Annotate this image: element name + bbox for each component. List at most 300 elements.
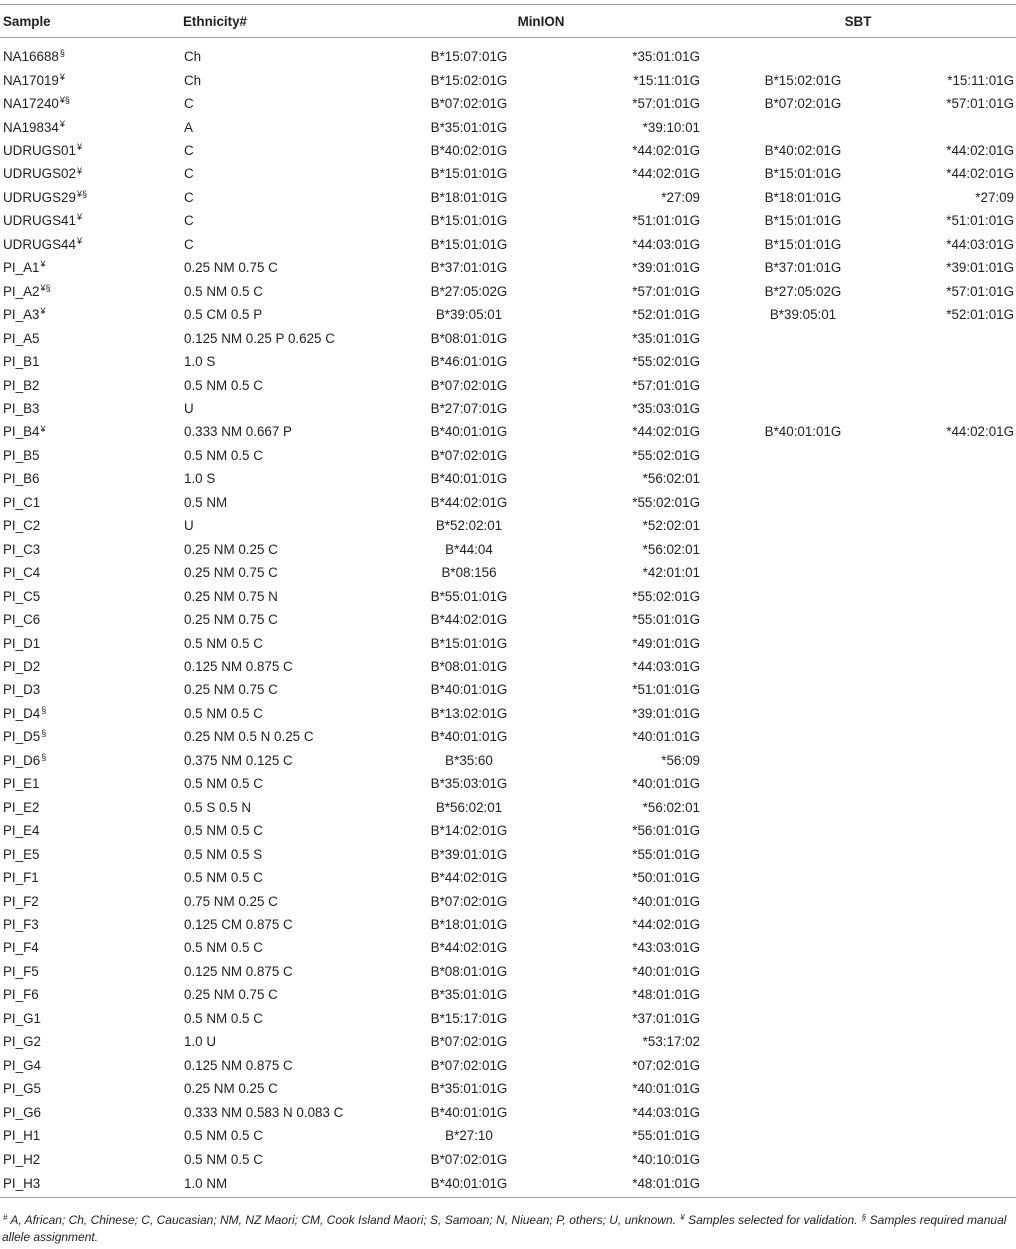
table-row (0, 280, 1016, 303)
sample-cell (0, 749, 180, 772)
minion-allele-2-cell: *40:01:01G (632, 1081, 700, 1097)
sample-id: PI_E5 (3, 846, 40, 862)
minion-allele-1-cell: B*44:02:01G (430, 940, 508, 956)
sbt-allele-2-cell (858, 655, 1016, 678)
sbt-allele-2-cell (858, 38, 1016, 69)
ethnicity-cell: 0.25 NM 0.75 N (184, 588, 278, 604)
sbt-allele-1-cell (700, 796, 858, 819)
sample-cell (0, 1053, 180, 1076)
sample-id: PI_C1 (3, 494, 41, 510)
sample-id: PI_E2 (3, 799, 40, 815)
sbt-allele-2-cell (858, 702, 1016, 725)
ethnicity-cell: 0.5 NM 0.5 C (184, 940, 263, 956)
sample-cell (0, 1030, 180, 1053)
table-body (0, 38, 1016, 1198)
minion-allele-1-cell: B*55:01:01G (430, 588, 508, 604)
sample-cell (0, 444, 180, 467)
sbt-allele-1-cell (700, 1147, 858, 1170)
minion-allele-2-cell: *44:02:01G (632, 916, 700, 932)
table-row (0, 256, 1016, 279)
minion-allele-2-cell: *52:01:01G (632, 307, 700, 323)
header-sample: Sample (0, 5, 180, 38)
table-header-row (0, 5, 1016, 38)
minion-allele-1-cell: B*35:01:01G (430, 1081, 508, 1097)
sbt-allele-2-cell (858, 1030, 1016, 1053)
sbt-allele-1-cell: B*15:01:01G (764, 166, 842, 182)
ethnicity-cell: 0.375 NM 0.125 C (184, 752, 293, 768)
minion-allele-1-cell: B*27:05:02G (430, 283, 508, 299)
sbt-allele-2-cell (858, 350, 1016, 373)
table-row (0, 538, 1016, 561)
table-row (0, 397, 1016, 420)
sample-id: PI_A3 (3, 307, 40, 323)
minion-allele-1-cell: B*44:02:01G (430, 612, 508, 628)
sample-id: PI_G4 (3, 1057, 41, 1073)
sample-cell (0, 936, 180, 959)
sample-id: PI_C2 (3, 518, 41, 534)
sample-cell (0, 92, 180, 115)
sbt-allele-2-cell (858, 772, 1016, 795)
sbt-allele-2-cell (858, 491, 1016, 514)
minion-allele-2-cell: *39:01:01G (632, 260, 700, 276)
sample-cell (0, 1124, 180, 1147)
ethnicity-cell: 0.5 NM 0.5 C (184, 776, 263, 792)
sample-cell (0, 842, 180, 865)
table-row (0, 139, 1016, 162)
sample-id: PI_D5 (3, 729, 41, 745)
sample-footnote-mark: ¥§ (59, 95, 70, 106)
minion-allele-2-cell: *56:01:01G (632, 823, 700, 839)
sample-cell (0, 115, 180, 138)
sample-cell (0, 1100, 180, 1123)
minion-allele-2-cell: *56:02:01 (642, 471, 700, 487)
sbt-allele-1-cell (700, 467, 858, 490)
sbt-allele-1-cell: B*15:02:01G (764, 72, 842, 88)
sample-cell (0, 889, 180, 912)
minion-allele-2-cell: *15:11:01G (633, 72, 700, 88)
sbt-allele-1-cell (700, 1124, 858, 1147)
sbt-allele-2-cell (858, 866, 1016, 889)
minion-allele-1-cell: B*15:17:01G (430, 1010, 508, 1026)
header-minion: MinION (382, 5, 700, 38)
sample-cell (0, 139, 180, 162)
sbt-allele-2-cell (858, 983, 1016, 1006)
sample-id: NA16688 (3, 49, 59, 65)
footnote-hash-mark: # (3, 1212, 8, 1222)
ethnicity-cell: 0.125 NM 0.875 C (184, 1057, 293, 1073)
sbt-allele-1-cell (700, 842, 858, 865)
sbt-allele-2-cell (858, 936, 1016, 959)
ethnicity-cell: 1.0 NM (180, 1171, 382, 1198)
sbt-allele-1-cell (700, 1053, 858, 1076)
table-row (0, 444, 1016, 467)
ethnicity-cell: 0.75 NM 0.25 C (184, 893, 278, 909)
sample-cell (0, 350, 180, 373)
table-row (0, 1147, 1016, 1170)
sbt-allele-1-cell (700, 491, 858, 514)
ethnicity-cell: 0.25 NM 0.75 C (184, 565, 278, 581)
sbt-allele-2-cell (858, 608, 1016, 631)
ethnicity-cell: A (184, 119, 193, 135)
sample-cell (0, 608, 180, 631)
minion-allele-2-cell: *55:02:01G (632, 447, 700, 463)
minion-allele-1-cell: B*27:07:01G (430, 401, 508, 417)
sbt-allele-1-cell (700, 514, 858, 537)
minion-allele-1-cell: B*40:01:01G (430, 424, 508, 440)
ethnicity-cell: 0.25 NM 0.75 C (184, 987, 278, 1003)
sbt-allele-2-cell (858, 326, 1016, 349)
table-row (0, 749, 1016, 772)
sample-id: PI_C5 (3, 588, 41, 604)
sample-id: PI_D2 (3, 659, 41, 674)
sample-cell (0, 913, 180, 936)
sbt-allele-2-cell: *39:01:01G (946, 260, 1015, 276)
sample-cell (0, 373, 180, 396)
sample-id: PI_F1 (3, 870, 39, 886)
sbt-allele-1-cell: B*37:01:01G (764, 260, 842, 276)
sample-id: PI_F3 (3, 916, 39, 932)
minion-allele-1-cell: B*37:01:01G (430, 260, 508, 276)
sample-footnote-mark: ¥ (76, 142, 82, 153)
minion-allele-2-cell: *57:01:01G (632, 96, 700, 112)
sample-id: PI_B2 (3, 377, 40, 393)
sbt-allele-2-cell (858, 538, 1016, 561)
sbt-allele-1-cell (700, 749, 858, 772)
ethnicity-cell: 0.333 NM 0.667 P (184, 424, 292, 440)
sample-id: PI_A1 (3, 260, 40, 276)
table-row (0, 1100, 1016, 1123)
sbt-allele-1-cell (700, 444, 858, 467)
footnote-ethnicity-key: A, African; Ch, Chinese; C, Caucasian; NM, NZ Maori; CM, Cook Island Maori; S, Samoan; N, Niuean; P, others; U, unknown. (10, 1213, 676, 1227)
minion-allele-2-cell: *39:10:01 (642, 119, 700, 135)
sample-cell (0, 326, 180, 349)
minion-allele-1-cell: B*07:02:01G (430, 1057, 508, 1073)
sample-footnote-mark: ¥ (76, 235, 82, 246)
sample-id: UDRUGS44 (3, 236, 76, 252)
sbt-allele-2-cell (858, 749, 1016, 772)
ethnicity-cell: 0.125 NM 0.875 C (184, 659, 293, 674)
sample-cell (0, 38, 180, 69)
sbt-allele-2-cell (858, 1053, 1016, 1076)
sbt-allele-1-cell (700, 631, 858, 654)
sample-id: PI_H1 (3, 1128, 41, 1144)
sample-cell (0, 491, 180, 514)
minion-allele-2-cell: *48:01:01G (544, 1171, 700, 1198)
minion-allele-1-cell: B*35:01:01G (430, 987, 508, 1003)
ethnicity-cell: 0.125 NM 0.25 P 0.625 C (184, 330, 335, 346)
sbt-allele-2-cell: *44:02:01G (946, 143, 1015, 159)
ethnicity-cell: Ch (184, 49, 202, 65)
table-row (0, 842, 1016, 865)
header-ethnicity: Ethnicity# (180, 5, 382, 38)
minion-allele-2-cell: *55:02:01G (632, 354, 700, 370)
sample-footnote-mark: ¥§ (76, 189, 87, 199)
ethnicity-cell: C (184, 236, 194, 252)
sbt-allele-2-cell (858, 725, 1016, 748)
ethnicity-cell: 0.5 NM 0.5 C (184, 283, 263, 299)
sbt-allele-1-cell (700, 115, 858, 138)
minion-allele-2-cell: *56:09 (661, 752, 700, 768)
sample-cell (0, 678, 180, 701)
sbt-allele-2-cell (858, 1077, 1016, 1100)
minion-allele-1-cell: B*08:01:01G (430, 963, 508, 979)
sample-footnote-mark: ¥ (59, 71, 65, 82)
minion-allele-1-cell: B*27:10 (445, 1128, 493, 1144)
ethnicity-cell: 1.0 S (184, 354, 216, 370)
sample-cell (0, 1007, 180, 1030)
sbt-allele-1-cell: B*39:05:01 (769, 307, 837, 323)
sample-cell (0, 162, 180, 185)
sbt-allele-2-cell: *44:02:01G (946, 166, 1015, 182)
minion-allele-2-cell: *40:01:01G (632, 776, 700, 792)
sbt-allele-1-cell (700, 1030, 858, 1053)
ethnicity-cell: C (184, 166, 194, 182)
minion-allele-1-cell: B*08:01:01G (430, 659, 508, 674)
minion-allele-1-cell: B*07:02:01G (430, 377, 508, 393)
table-row (0, 1053, 1016, 1076)
sbt-allele-2-cell (858, 960, 1016, 983)
sbt-allele-1-cell (700, 397, 858, 420)
sample-cell (0, 772, 180, 795)
ethnicity-cell: 1.0 U (184, 1034, 217, 1050)
sbt-allele-1-cell: B*15:01:01G (764, 236, 842, 252)
table-row (0, 115, 1016, 138)
minion-allele-1-cell: B*08:156 (441, 565, 497, 581)
sbt-allele-1-cell (700, 561, 858, 584)
sample-id: PI_B5 (3, 447, 40, 463)
sample-id: PI_F4 (3, 940, 39, 956)
sample-id: PI_D6 (3, 752, 41, 768)
sbt-allele-1-cell (700, 1007, 858, 1030)
sample-id: NA17019 (3, 72, 59, 88)
table-row (0, 92, 1016, 115)
minion-allele-1-cell: B*46:01:01G (430, 354, 508, 370)
minion-allele-2-cell: *53:17:02 (642, 1034, 700, 1050)
table-row (0, 655, 1016, 678)
minion-allele-2-cell: *07:02:01G (632, 1057, 700, 1073)
sbt-allele-1-cell: B*18:01:01G (764, 189, 842, 205)
sample-id: PI_D4 (3, 705, 41, 721)
hla-typing-table (0, 4, 1016, 1198)
table-row (0, 420, 1016, 443)
ethnicity-cell: 0.25 NM 0.75 C (184, 260, 278, 276)
table-row (0, 983, 1016, 1006)
sample-id: PI_A2 (3, 283, 40, 299)
sample-footnote-mark: ¥§ (40, 282, 51, 293)
sbt-allele-2-cell (858, 397, 1016, 420)
minion-allele-2-cell: *55:01:01G (632, 846, 700, 862)
table-row (0, 326, 1016, 349)
sbt-allele-1-cell: B*15:01:01G (764, 213, 842, 229)
ethnicity-cell: 0.125 NM 0.875 C (184, 963, 293, 979)
sample-cell (0, 233, 180, 256)
sbt-allele-1-cell (700, 678, 858, 701)
sbt-allele-1-cell (700, 983, 858, 1006)
minion-allele-1-cell: B*18:01:01G (430, 916, 508, 932)
sample-cell (0, 584, 180, 607)
minion-allele-2-cell: *56:02:01 (642, 541, 700, 557)
ethnicity-cell: 0.25 NM 0.25 C (184, 1081, 278, 1097)
sample-cell (0, 280, 180, 303)
minion-allele-2-cell: *35:01:01G (632, 49, 700, 65)
sbt-allele-1-cell: B*07:02:01G (764, 96, 842, 112)
sbt-allele-2-cell (858, 1100, 1016, 1123)
sbt-allele-1-cell (700, 772, 858, 795)
sample-footnote-mark: ¥ (76, 212, 82, 223)
sample-cell (0, 420, 180, 443)
minion-allele-2-cell: *37:01:01G (632, 1010, 700, 1026)
sample-id: PI_F2 (3, 893, 39, 909)
ethnicity-cell: 0.25 NM 0.25 C (184, 541, 278, 557)
sbt-allele-1-cell (700, 350, 858, 373)
ethnicity-cell: 0.5 NM 0.5 C (184, 1151, 263, 1167)
sample-id: PI_G5 (3, 1081, 41, 1097)
sbt-allele-1-cell: B*40:01:01G (764, 424, 842, 440)
minion-allele-2-cell: *44:02:01G (632, 424, 700, 440)
ethnicity-cell: 0.5 S 0.5 N (184, 799, 251, 815)
minion-allele-1-cell: B*35:01:01G (430, 119, 508, 135)
minion-allele-1-cell: B*40:02:01G (430, 143, 508, 159)
header-sbt: SBT (700, 5, 1016, 38)
minion-allele-1-cell: B*07:02:01G (430, 1151, 508, 1167)
sbt-allele-2-cell: *57:01:01G (946, 96, 1015, 112)
ethnicity-cell: 0.5 CM 0.5 P (184, 307, 263, 323)
sample-cell (0, 725, 180, 748)
sbt-allele-1-cell (700, 1100, 858, 1123)
sample-id: PI_C6 (3, 612, 41, 628)
table-row (0, 1124, 1016, 1147)
table-row (0, 514, 1016, 537)
minion-allele-1-cell: B*14:02:01G (430, 823, 508, 839)
sample-cell (0, 397, 180, 420)
table-row (0, 561, 1016, 584)
sample-cell (0, 655, 180, 678)
sbt-allele-1-cell: B*27:05:02G (764, 283, 842, 299)
minion-allele-1-cell: B*44:04 (445, 541, 493, 557)
sample-footnote-mark: § (41, 751, 47, 762)
table-row (0, 491, 1016, 514)
sample-id: PI_C4 (3, 565, 41, 581)
ethnicity-cell: 0.5 NM 0.5 C (184, 635, 263, 651)
minion-allele-2-cell: *57:01:01G (632, 283, 700, 299)
sbt-allele-1-cell: B*40:02:01G (764, 143, 842, 159)
minion-allele-1-cell: B*07:02:01G (430, 1034, 508, 1050)
table-row (0, 186, 1016, 209)
minion-allele-1-cell: B*39:01:01G (430, 846, 508, 862)
minion-allele-2-cell: *27:09 (661, 189, 700, 205)
table-row (0, 913, 1016, 936)
sbt-allele-2-cell (858, 584, 1016, 607)
sample-cell (0, 866, 180, 889)
minion-allele-1-cell: B*56:02:01 (435, 799, 503, 815)
ethnicity-cell: 0.5 NM 0.5 C (184, 705, 263, 721)
ethnicity-cell: 0.5 NM (184, 494, 228, 510)
table-row (0, 373, 1016, 396)
minion-allele-1-cell: B*40:01:01G (430, 682, 508, 698)
sample-cell (0, 960, 180, 983)
sample-id: PI_D1 (3, 635, 41, 651)
sbt-allele-2-cell: *44:02:01G (946, 424, 1015, 440)
table-row (0, 866, 1016, 889)
minion-allele-2-cell: *44:03:01G (632, 659, 700, 674)
ethnicity-cell: 0.5 NM 0.5 C (184, 377, 263, 393)
ethnicity-cell: 0.333 NM 0.583 N 0.083 C (184, 1104, 344, 1120)
minion-allele-2-cell: *44:03:01G (632, 236, 700, 252)
minion-allele-2-cell: *42:01:01 (642, 565, 700, 581)
sample-id: PI_B4 (3, 424, 40, 440)
sample-id: UDRUGS41 (3, 213, 76, 229)
minion-allele-2-cell: *56:02:01 (642, 799, 700, 815)
sbt-allele-1-cell (700, 913, 858, 936)
minion-allele-1-cell: B*15:01:01G (430, 635, 508, 651)
minion-allele-1-cell: B*07:02:01G (430, 96, 508, 112)
minion-allele-1-cell: B*40:01:01G (430, 1104, 508, 1120)
minion-allele-1-cell: B*13:02:01G (430, 705, 508, 721)
sample-cell (0, 1147, 180, 1170)
sbt-allele-2-cell: *27:09 (975, 189, 1015, 205)
sbt-allele-1-cell (700, 960, 858, 983)
sample-id: PI_C3 (3, 541, 41, 557)
sbt-allele-2-cell: *51:01:01G (946, 213, 1015, 229)
minion-allele-2-cell: *40:10:01G (632, 1151, 700, 1167)
ethnicity-cell: 0.25 NM 0.75 C (184, 612, 278, 628)
table-row (0, 702, 1016, 725)
sample-id: PI_A5 (3, 330, 40, 346)
sbt-allele-1-cell (700, 38, 858, 69)
minion-allele-2-cell: *55:02:01G (632, 588, 700, 604)
table-row (0, 162, 1016, 185)
minion-allele-1-cell: B*15:02:01G (430, 72, 508, 88)
sample-id: PI_G1 (3, 1010, 41, 1026)
sample-id: PI_H2 (3, 1151, 41, 1167)
minion-allele-2-cell: *55:01:01G (632, 612, 700, 628)
minion-allele-2-cell: *51:01:01G (632, 213, 700, 229)
sbt-allele-1-cell (700, 538, 858, 561)
sbt-allele-2-cell (858, 467, 1016, 490)
sample-id: PI_F6 (3, 987, 39, 1003)
ethnicity-cell: Ch (184, 72, 202, 88)
sbt-allele-2-cell (858, 1007, 1016, 1030)
table-row (0, 233, 1016, 256)
minion-allele-1-cell: B*15:07:01G (430, 49, 508, 65)
sample-id: PI_E1 (3, 776, 40, 792)
sbt-allele-2-cell (858, 796, 1016, 819)
minion-allele-2-cell: *40:01:01G (632, 729, 700, 745)
table-row (0, 889, 1016, 912)
sample-footnote-mark: § (59, 48, 65, 59)
sample-cell (0, 796, 180, 819)
footnote-section-mark: § (861, 1212, 867, 1222)
table-footnote (2, 1212, 1014, 1247)
table-row (0, 303, 1016, 326)
table-row (0, 608, 1016, 631)
ethnicity-cell: 0.5 NM 0.5 C (184, 1010, 263, 1026)
sbt-allele-1-cell (700, 725, 858, 748)
footnote-manual-assignment-note: Samples required manual allele assignment. (2, 1213, 1007, 1245)
sample-cell (0, 631, 180, 654)
minion-allele-1-cell: B*15:01:01G (430, 236, 508, 252)
table-row (0, 350, 1016, 373)
minion-allele-1-cell: B*44:02:01G (430, 494, 508, 510)
minion-allele-1-cell: B*07:02:01G (430, 893, 508, 909)
ethnicity-cell: 0.5 NM 0.5 C (184, 823, 263, 839)
sample-id: PI_B1 (3, 354, 40, 370)
minion-allele-1-cell: B*40:01:01G (430, 471, 508, 487)
sbt-allele-1-cell (700, 866, 858, 889)
sample-id: NA19834 (3, 119, 59, 135)
sample-footnote-mark: ¥ (59, 118, 65, 129)
table-row (0, 725, 1016, 748)
